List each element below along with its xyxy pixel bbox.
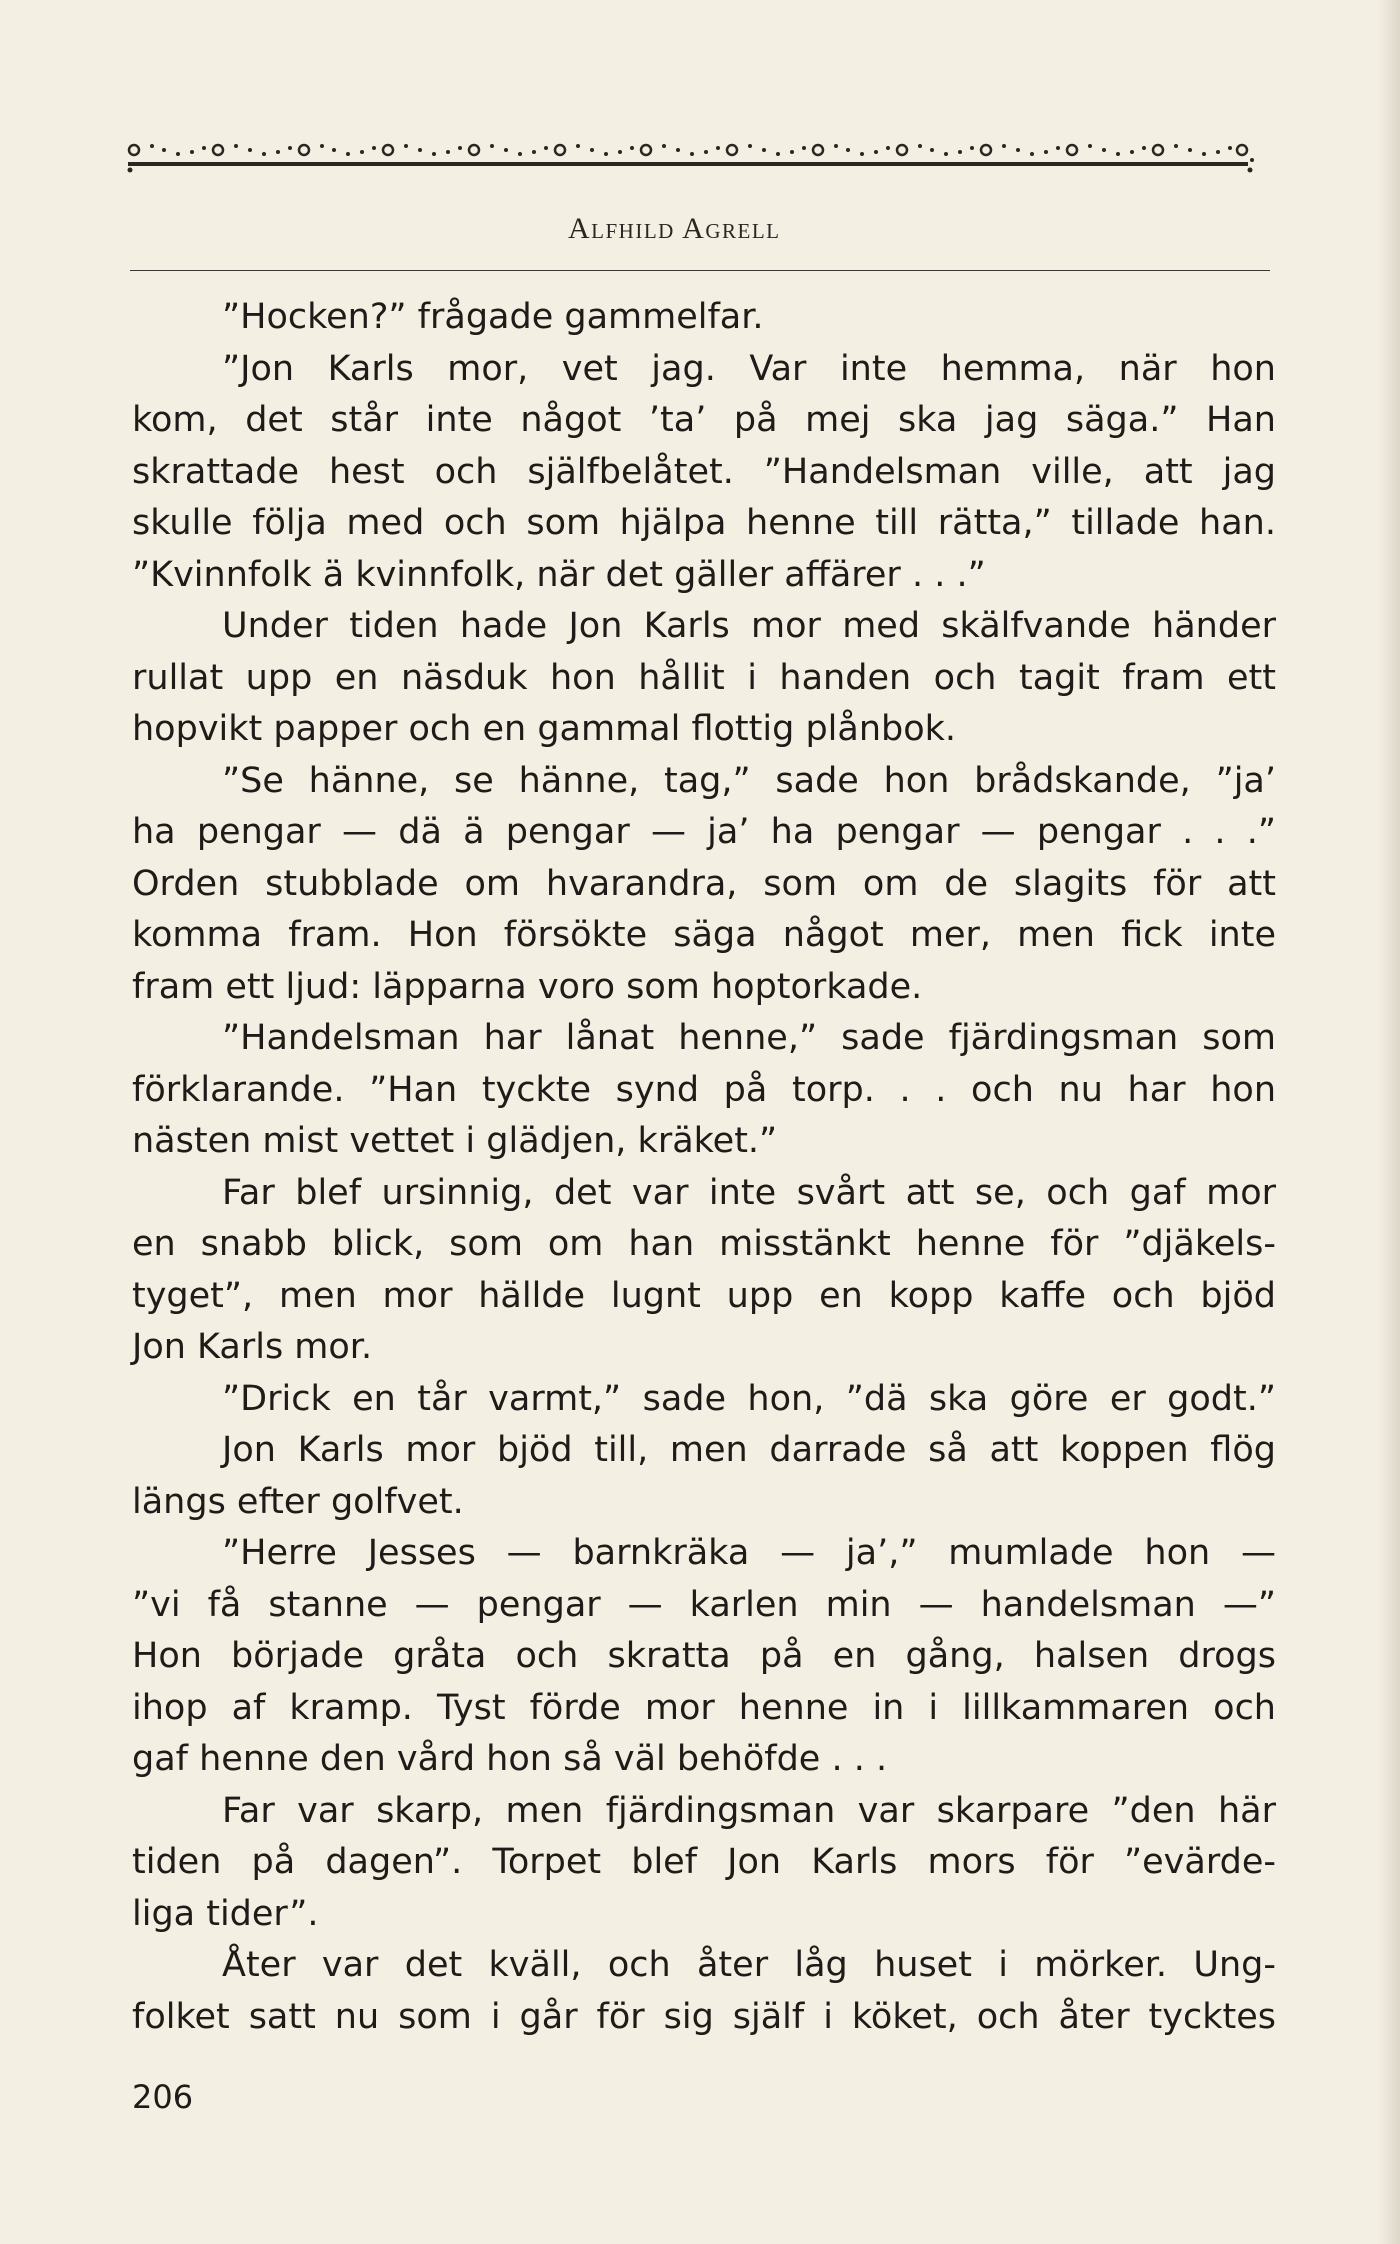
text-line: skrattade hest och själfbelåtet. ”Handelsman ville, att jag <box>132 451 1276 492</box>
running-head <box>130 212 1270 246</box>
text-line: liga tider”. <box>132 1893 319 1934</box>
page-number: 206 <box>132 2078 194 2116</box>
text-line: tiden på dagen”. Torpet blef Jon Karls mors för ”evärde- <box>132 1842 1276 1882</box>
header-rule <box>130 270 1270 271</box>
text-line: komma fram. Hon försökte säga något mer, men fick inte <box>132 915 1276 955</box>
text-line: Far blef ursinnig, det var inte svårt att se, och gaf mor <box>222 1172 1276 1213</box>
author-name: Alfhild Agrell <box>568 212 781 245</box>
body-text <box>132 292 1276 2043</box>
text-line: Jon Karls mor. <box>132 1327 373 1367</box>
text-line: folket satt nu som i går för sig själf i köket, och åter tycktes <box>132 1996 1276 2037</box>
text-line: ”Hocken?” frågade gammelfar. <box>222 297 764 337</box>
text-line: ihop af kramp. Tyst förde mor henne in i lillkammaren och <box>132 1687 1276 1728</box>
text-line: skulle följa med och som hjälpa henne till rätta,” tillade han. <box>132 503 1276 543</box>
text-line: tyget”, men mor hällde lugnt upp en kopp kaffe och bjöd <box>132 1275 1276 1316</box>
text-line: Åter var det kväll, och åter låg huset i mörker. Ung- <box>222 1945 1276 1985</box>
text-line: ”vi få stanne — pengar — karlen min — handelsman —” <box>132 1584 1276 1625</box>
text-line: kom, det står inte något ’ta’ på mej ska jag säga.” Han <box>132 400 1276 440</box>
text-line: hopvikt papper och en gammal flottig plånbok. <box>132 709 957 749</box>
text-line: gaf henne den vård hon så väl behöfde . . . <box>132 1739 888 1779</box>
text-line: Under tiden hade Jon Karls mor med skälfvande händer <box>222 606 1276 646</box>
text-line: ”Drick en tår varmt,” sade hon, ”dä ska göre er godt.” <box>222 1378 1276 1419</box>
text-line: ”Herre Jesses — barnkräka — ja’,” mumlade hon — <box>222 1533 1276 1573</box>
text-line: Hon började gråta och skratta på en gång, halsen drogs <box>132 1636 1276 1676</box>
text-line: nästen mist vettet i glädjen, kräket.” <box>132 1121 778 1161</box>
text-line: förklarande. ”Han tyckte synd på torp. . . och nu har hon <box>132 1069 1276 1110</box>
text-line: Jon Karls mor bjöd till, men darrade så att koppen flög <box>222 1430 1276 1470</box>
text-line: Far var skarp, men fjärdingsman var skarpare ”den här <box>222 1790 1276 1831</box>
text-line: en snabb blick, som om han misstänkt henne för ”djäkels- <box>132 1224 1276 1264</box>
text-line: Orden stubblade om hvarandra, som om de slagits för att <box>132 863 1276 904</box>
text-line: ”Jon Karls mor, vet jag. Var inte hemma, när hon <box>222 348 1276 389</box>
text-line: rullat upp en näsduk hon hållit i handen och tagit fram ett <box>132 657 1276 698</box>
text-line: ”Handelsman har lånat henne,” sade fjärdingsman som <box>222 1018 1276 1058</box>
decorative-border-ornament <box>126 130 1270 210</box>
text-line: längs efter golfvet. <box>132 1481 464 1522</box>
text-line: ”Se hänne, se hänne, tag,” sade hon brådskande, ”ja’ <box>222 760 1276 801</box>
text-line: ”Kvinnfolk ä kvinnfolk, när det gäller affärer . . .” <box>132 554 986 595</box>
text-line: ha pengar — dä ä pengar — ja’ ha pengar — pengar . . .” <box>132 812 1276 852</box>
text-line: fram ett ljud: läpparna voro som hoptorkade. <box>132 966 923 1007</box>
page-spine-shadow <box>1378 0 1400 2244</box>
